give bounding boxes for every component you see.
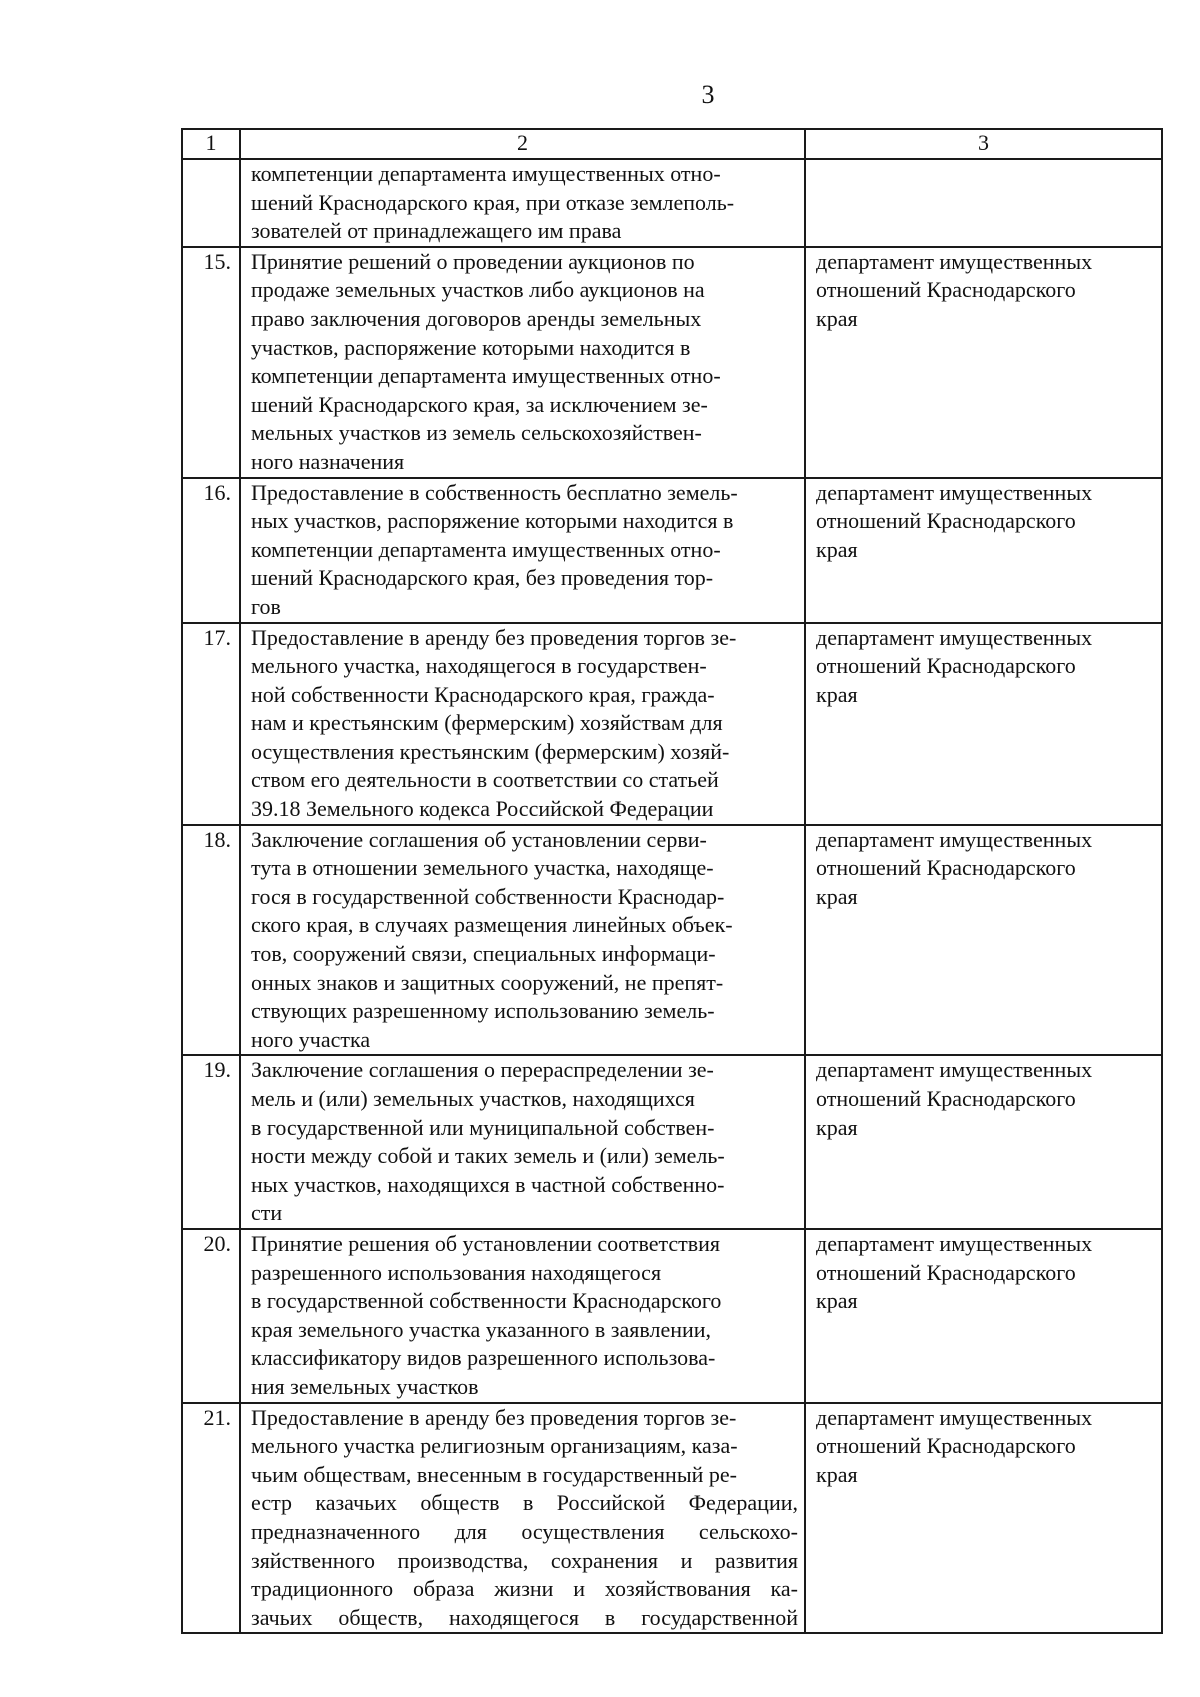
table-row: [182, 159, 1162, 247]
description-line: шений Краснодарского края, без проведения тор-: [251, 565, 714, 591]
department-line: департамент имущественных: [816, 624, 1093, 650]
row-number: 17.: [182, 623, 240, 825]
description-line: ной собственности Краснодарского края, гражда-: [251, 681, 715, 707]
responsible-department: [805, 1403, 1162, 1634]
service-description: [240, 623, 805, 825]
service-description: [240, 825, 805, 1056]
responsible-department: [805, 478, 1162, 623]
department-line: отношений Краснодарского: [816, 277, 1076, 303]
responsible-department: [805, 1055, 1162, 1229]
department-line: края: [816, 1288, 858, 1314]
column-header-department: 3: [805, 129, 1162, 159]
department-line: отношений Краснодарского: [816, 855, 1076, 881]
table-row: [182, 247, 1162, 478]
service-description: [240, 1055, 805, 1229]
description-line: разрешенного использования находящегося: [251, 1259, 662, 1285]
description-line: ского края, в случаях размещения линейных объек-: [251, 912, 733, 938]
table-row: [182, 825, 1162, 1056]
description-line: право заключения договоров аренды земельных: [251, 305, 702, 331]
description-line: ного назначения: [251, 448, 405, 474]
description-line: нам и крестьянским (фермерским) хозяйствам для: [251, 710, 723, 736]
department-line: края: [816, 1461, 858, 1487]
row-number: 19.: [182, 1055, 240, 1229]
page-number: 3: [701, 80, 715, 109]
responsible-department: [805, 159, 1162, 247]
column-header-number: 1: [182, 129, 240, 159]
description-line: участков, распоряжение которыми находится в: [251, 334, 691, 360]
row-number: 20.: [182, 1229, 240, 1403]
description-line: мель и (или) земельных участков, находящихся: [251, 1086, 695, 1111]
department-line: департамент имущественных: [816, 1230, 1093, 1256]
description-line: Принятие решения об установлении соответствия: [251, 1230, 721, 1256]
description-line: ности между собой и таких земель и (или) земель-: [251, 1143, 725, 1169]
service-description: [240, 159, 805, 247]
row-number: 15.: [182, 247, 240, 478]
description-line: в государственной собственности Краснодарского: [251, 1288, 722, 1314]
description-line: мельного участка, находящегося в государствен-: [251, 653, 707, 679]
description-line: классификатору видов разрешенного использова-: [251, 1345, 716, 1371]
table-row: [182, 623, 1162, 825]
description-line: ствующих разрешенному использованию земель-: [251, 998, 715, 1024]
description-line: Предоставление в аренду без проведения торгов зе-: [251, 624, 737, 650]
description-line: в государственной или муниципальной собствен-: [251, 1114, 715, 1140]
department-line: департамент имущественных: [816, 826, 1093, 852]
description-line: гося в государственной собственности Краснодар-: [251, 883, 725, 909]
department-line: края: [816, 1114, 858, 1140]
description-line: тута в отношении земельного участка, находяще-: [251, 855, 714, 881]
service-description: [240, 478, 805, 623]
department-line: отношений Краснодарского: [816, 1433, 1076, 1459]
description-line: мельных участков из земель сельскохозяйствен-: [251, 420, 702, 446]
department-line: департамент имущественных: [816, 1404, 1093, 1430]
description-line: компетенции департамента имущественных отно-: [251, 536, 721, 562]
description-line: онных знаков и защитных сооружений, не препят-: [251, 969, 724, 995]
description-line: традиционного образа жизни и хозяйствования ка-: [251, 1576, 798, 1602]
description-line: ного участка: [251, 1026, 371, 1052]
department-line: отношений Краснодарского: [816, 1259, 1076, 1285]
services-table: [181, 128, 1163, 1634]
table-body: [182, 159, 1162, 1633]
service-description: [240, 1229, 805, 1403]
department-line: края: [816, 305, 858, 331]
department-line: отношений Краснодарского: [816, 653, 1076, 679]
description-line: Предоставление в собственность бесплатно земель-: [251, 479, 738, 505]
description-line: осуществления крестьянским (фермерским) хозяй-: [251, 738, 730, 764]
column-header-service: 2: [240, 129, 805, 159]
responsible-department: [805, 1229, 1162, 1403]
table-row: [182, 478, 1162, 623]
department-line: департамент имущественных: [816, 1057, 1093, 1083]
service-description: [240, 247, 805, 478]
department-line: отношений Краснодарского: [816, 1086, 1076, 1111]
description-line: ния земельных участков: [251, 1373, 479, 1399]
responsible-department: [805, 623, 1162, 825]
row-number: 18.: [182, 825, 240, 1056]
responsible-department: [805, 247, 1162, 478]
table-row: [182, 1055, 1162, 1229]
row-number: [182, 159, 240, 247]
description-line: сти: [251, 1200, 283, 1226]
department-line: департамент имущественных: [816, 248, 1093, 274]
department-line: края: [816, 883, 858, 909]
description-line: шений Краснодарского края, за исключением зе-: [251, 391, 708, 417]
department-line: департамент имущественных: [816, 479, 1093, 505]
description-line: зачьих обществ, находящегося в государственной: [251, 1604, 798, 1630]
description-line: ных участков, находящихся в частной собственно-: [251, 1171, 725, 1197]
department-line: края: [816, 536, 858, 562]
responsible-department: [805, 825, 1162, 1056]
description-line: гов: [251, 593, 281, 619]
description-line: края земельного участка указанного в заявлении,: [251, 1316, 712, 1342]
description-line: компетенции департамента имущественных отно-: [251, 161, 721, 186]
service-description: [240, 1403, 805, 1634]
description-line: естр казачьих обществ в Российской Федерации,: [251, 1490, 798, 1516]
description-line: 39.18 Земельного кодекса Российской Федерации: [251, 796, 714, 822]
description-line: Предоставление в аренду без проведения торгов зе-: [251, 1404, 737, 1430]
row-number: 21.: [182, 1403, 240, 1634]
description-line: ством его деятельности в соответствии со статьей: [251, 767, 719, 793]
description-line: Принятие решений о проведении аукционов по: [251, 248, 695, 274]
description-line: мельного участка религиозным организациям, каза-: [251, 1433, 738, 1459]
description-line: тов, сооружений связи, специальных информаци-: [251, 941, 716, 967]
description-line: предназначенного для осуществления сельскохо-: [251, 1518, 798, 1544]
department-line: края: [816, 681, 858, 707]
description-line: компетенции департамента имущественных отно-: [251, 363, 721, 389]
description-line: чьим обществам, внесенным в государственный ре-: [251, 1461, 737, 1487]
department-line: отношений Краснодарского: [816, 508, 1076, 534]
description-line: продаже земельных участков либо аукционов на: [251, 277, 705, 303]
description-line: шений Краснодарского края, при отказе землеполь-: [251, 189, 735, 215]
table-row: [182, 1229, 1162, 1403]
description-line: зователей от принадлежащего им права: [251, 218, 622, 244]
description-line: ных участков, распоряжение которыми находится в: [251, 508, 734, 534]
description-line: Заключение соглашения о перераспределении зе-: [251, 1057, 714, 1083]
description-line: зяйственного производства, сохранения и развития: [251, 1547, 798, 1573]
row-number: 16.: [182, 478, 240, 623]
table-row: [182, 1403, 1162, 1634]
description-line: Заключение соглашения об установлении серви-: [251, 826, 707, 852]
table-header-row: [182, 129, 1162, 159]
